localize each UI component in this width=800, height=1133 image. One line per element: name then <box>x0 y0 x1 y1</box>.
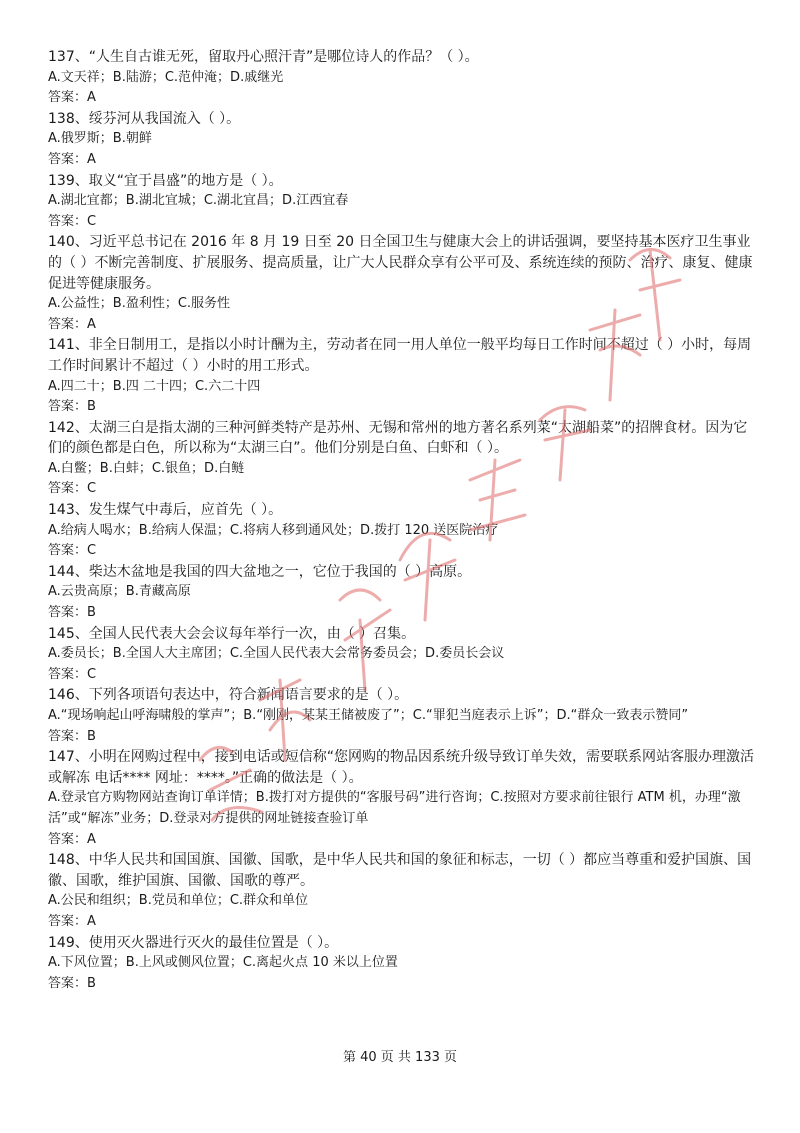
question-item-143 <box>48 500 760 562</box>
question-item-146 <box>48 685 760 747</box>
question-answer: 答案：A <box>48 316 96 332</box>
question-text: 142、太湖三白是指太湖的三种河鲜类特产是苏州、无锡和常州的地方著名系列菜“太湖船菜”的招牌食材。因为它们的颜色都是白色，所以称为“太湖三白”。他们分别是白鱼、白虾和（ ）。 <box>48 419 748 457</box>
question-item-142 <box>48 418 760 500</box>
question-text: 146、下列各项语句表达中，符合新闻语言要求的是（ ）。 <box>48 687 409 704</box>
question-text: 141、非全日制用工，是指以小时计酬为主，劳动者在同一用人单位一般平均每日工作时间不超过（ ）小时，每周工作时间累计不超过（ ）小时的用工形式。 <box>48 337 752 374</box>
question-options: A.湖北宜都；B.湖北宜城；C.湖北宜昌；D.江西宜春 <box>48 193 349 209</box>
question-answer: 答案：C <box>48 543 97 559</box>
question-options: A.委员长；B.全国人大主席团；C.全国人民代表大会常务委员会；D.委员长会议 <box>48 646 505 662</box>
question-options: A.四二十；B.四 二十四；C.六二十四 <box>48 378 261 394</box>
question-item-148 <box>48 850 760 932</box>
question-answer: 答案：A <box>48 151 96 167</box>
question-options: A.白鳖；B.白蚌；C.银鱼；D.白鲢 <box>48 460 245 476</box>
question-options: A.云贵高原；B.青藏高原 <box>48 584 191 600</box>
question-item-140 <box>48 232 760 335</box>
question-text: 145、全国人民代表大会会议每年举行一次，由（ ）召集。 <box>48 625 416 642</box>
question-answer: 答案：B <box>48 975 96 991</box>
question-text: 147、小明在网购过程中，接到电话或短信称“您网购的物品因系统升级导致订单失效，需要联系网站客服办理激活或解冻 电话**** 网址：****。”正确的做法是（ ）。 <box>48 749 754 786</box>
question-answer: 答案：B <box>48 605 96 621</box>
question-text: 137、“人生自古谁无死，留取丹心照汗青”是哪位诗人的作品？（ ）。 <box>48 49 479 65</box>
question-item-138 <box>48 109 760 171</box>
question-options: A.俄罗斯；B.朝鲜 <box>48 131 152 147</box>
question-text: 148、中华人民共和国国旗、国徽、国歌，是中华人民共和国的象征和标志，一切（ ）都应当尊重和爱护国旗、国徽、国歌，维护国旗、国徽、国歌的尊严。 <box>48 852 752 889</box>
question-answer: 答案：A <box>48 90 96 106</box>
question-item-139 <box>48 171 760 233</box>
question-options: A.“现场响起山呼海啸般的掌声”；B.“刚刚，某某王储被废了”；C.“罪犯当庭表示上诉”；D.“群众一致表示赞同” <box>48 708 689 723</box>
question-options: A.文天祥；B.陆游；C.范仲淹；D.戚继光 <box>48 69 284 85</box>
question-answer: 答案：B <box>48 399 96 415</box>
question-answer: 答案：B <box>48 728 96 744</box>
question-text: 140、习近平总书记在 2016 年 8 月 19 日至 20 日全国卫生与健康大会上的讲话强调，要坚持基本医疗卫生事业的（ ）不断完善制度、扩展服务、提高质量，让广大人民群众享有公平可及、系统连续的预防、治疗、康复、健康促进等健康服务。 <box>48 234 753 292</box>
question-options: A.登录官方购物网站查询订单详情；B.拨打对方提供的“客服号码”进行咨询；C.按照对方要求前往银行 ATM 机，办理“激活”或“解冻”业务；D.登录对方提供的网址链接查验订单 <box>48 790 741 826</box>
page-footer: 第 40 页 共 133 页 <box>342 1050 458 1065</box>
question-list <box>48 47 760 994</box>
question-item-141 <box>48 335 760 417</box>
question-answer: 答案：A <box>48 913 96 929</box>
question-answer: 答案：C <box>48 213 97 229</box>
question-text: 144、柴达木盆地是我国的四大盆地之一，它位于我国的（ ）高原。 <box>48 563 472 580</box>
question-item-137 <box>48 47 760 109</box>
question-options: A.公益性；B.盈利性；C.服务性 <box>48 296 231 312</box>
question-text: 143、发生煤气中毒后，应首先（ ）。 <box>48 502 283 519</box>
question-item-145 <box>48 624 760 686</box>
question-item-144 <box>48 562 760 624</box>
question-options: A.公民和组织；B.党员和单位；C.群众和单位 <box>48 893 309 909</box>
question-answer: 答案：A <box>48 831 96 847</box>
question-item-149 <box>48 933 760 995</box>
question-text: 139、取义“宜于昌盛”的地方是（ ）。 <box>48 172 283 189</box>
question-text: 149、使用灭火器进行灭火的最佳位置是（ ）。 <box>48 934 339 951</box>
question-answer: 答案：C <box>48 481 97 497</box>
question-item-147 <box>48 747 760 850</box>
question-text: 138、绥芬河从我国流入（ ）。 <box>48 110 241 127</box>
question-answer: 答案：C <box>48 666 97 682</box>
question-options: A.给病人喝水；B.给病人保温；C.将病人移到通风处；D.拨打 120 送医院治疗 <box>48 522 499 538</box>
question-options: A.下风位置；B.上风或侧风位置；C.离起火点 10 米以上位置 <box>48 955 398 971</box>
